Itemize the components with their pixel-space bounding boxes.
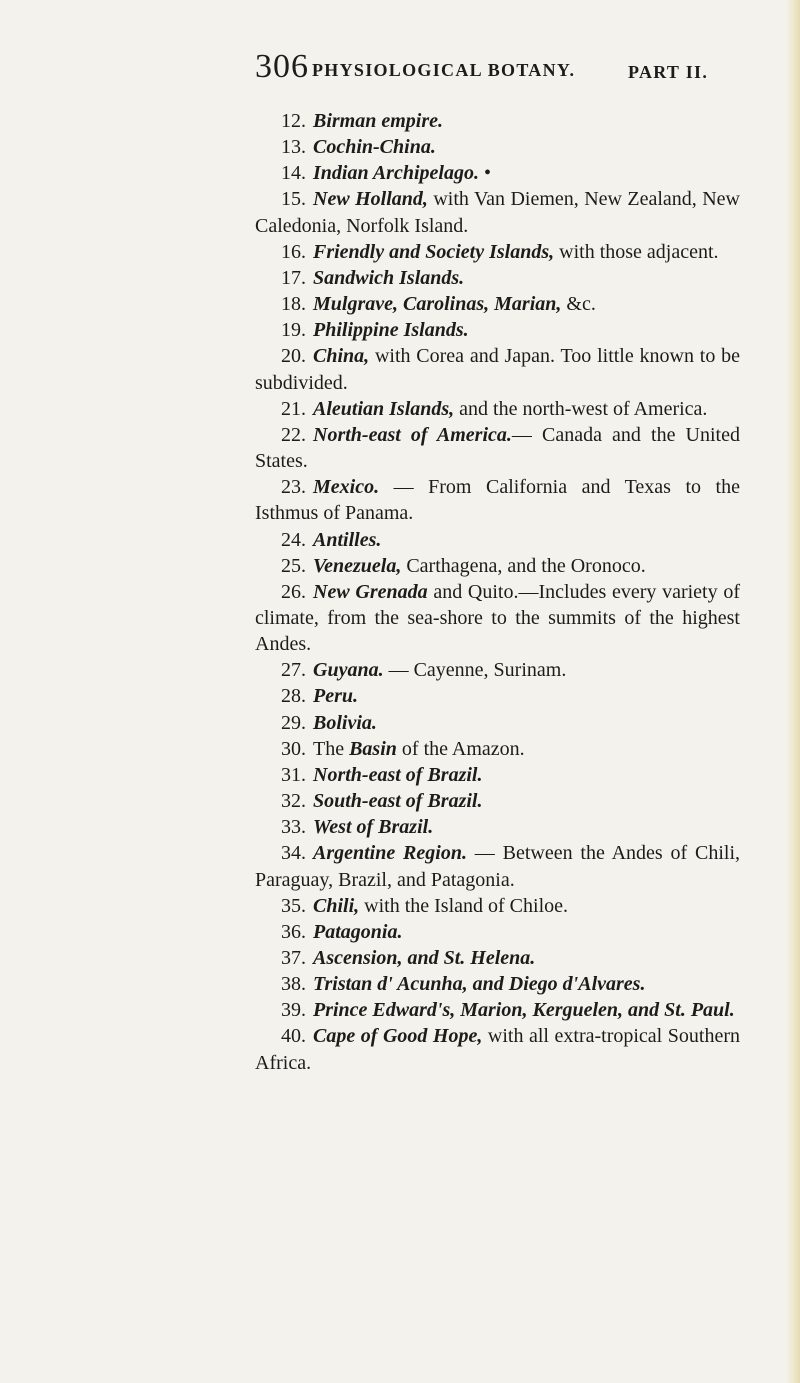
list-item: 15. New Holland, with Van Diemen, New Zealand, New Caledonia, Norfolk Island. — [255, 188, 741, 237]
list-item: 24. Antilles. — [281, 528, 382, 551]
list-item: 38. Tristan d' Acunha, and Diego d'Alvares. — [281, 973, 646, 996]
list-item: 28. Peru. — [281, 685, 358, 708]
list-item: 27. Guyana. — Cayenne, Surinam. — [281, 659, 567, 682]
list-item: 20. China, with Corea and Japan. Too little known to be subdivided. — [255, 345, 740, 394]
list-item: 39. Prince Edward's, Marion, Kerguelen, and St. Paul. — [281, 999, 735, 1022]
list-item: 21. Aleutian Islands, and the north-west of America. — [281, 397, 708, 420]
list-item: 23. Mexico. — From California and Texas to the Isthmus of Panama. — [255, 476, 740, 525]
list-item: 22. North-east of America.— Canada and the United States. — [255, 423, 740, 473]
list-item: 30. The Basin of the Amazon. — [281, 737, 525, 760]
list-item: 26. New Grenada and Quito.—Includes every variety of climate, from the sea-shore to the summits of the highest Andes. — [255, 580, 740, 656]
list-item: 12. Birman empire. — [281, 110, 444, 132]
list-item: 35. Chili, with the Island of Chiloe. — [281, 894, 568, 917]
list-item: 13. Cochin-China. — [281, 136, 436, 159]
list-item: 17. Sandwich Islands. — [281, 266, 465, 289]
page-header — [0, 48, 800, 88]
list-item: 16. Friendly and Society Islands, with those adjacent. — [281, 240, 719, 263]
list-item: 33. West of Brazil. — [281, 816, 434, 839]
list-item: 36. Patagonia. — [281, 920, 403, 943]
list-item: 19. Philippine Islands. — [281, 319, 469, 342]
list-item: 29. Bolivia. — [281, 711, 377, 734]
list-item: 40. Cape of Good Hope, with all extra-tropical Southern Africa. — [255, 1025, 740, 1074]
page-number: 306 — [255, 48, 309, 85]
region-list — [255, 108, 740, 1076]
part-label: PART II. — [628, 62, 709, 82]
list-item: 32. South-east of Brazil. — [281, 790, 483, 813]
running-title: PHYSIOLOGICAL BOTANY. — [312, 60, 576, 80]
list-item: 34. Argentine Region. — Between the Andes of Chili, Paraguay, Brazil, and Patagonia. — [255, 842, 740, 891]
list-item: 31. North-east of Brazil. — [281, 763, 483, 786]
list-item: 37. Ascension, and St. Helena. — [281, 947, 536, 969]
page-edge — [786, 0, 800, 1383]
list-item: 14. Indian Archipelago. • — [281, 162, 491, 185]
list-item: 25. Venezuela, Carthagena, and the Oronoco. — [281, 554, 646, 577]
list-item: 18. Mulgrave, Carolinas, Marian, &c. — [281, 293, 596, 316]
